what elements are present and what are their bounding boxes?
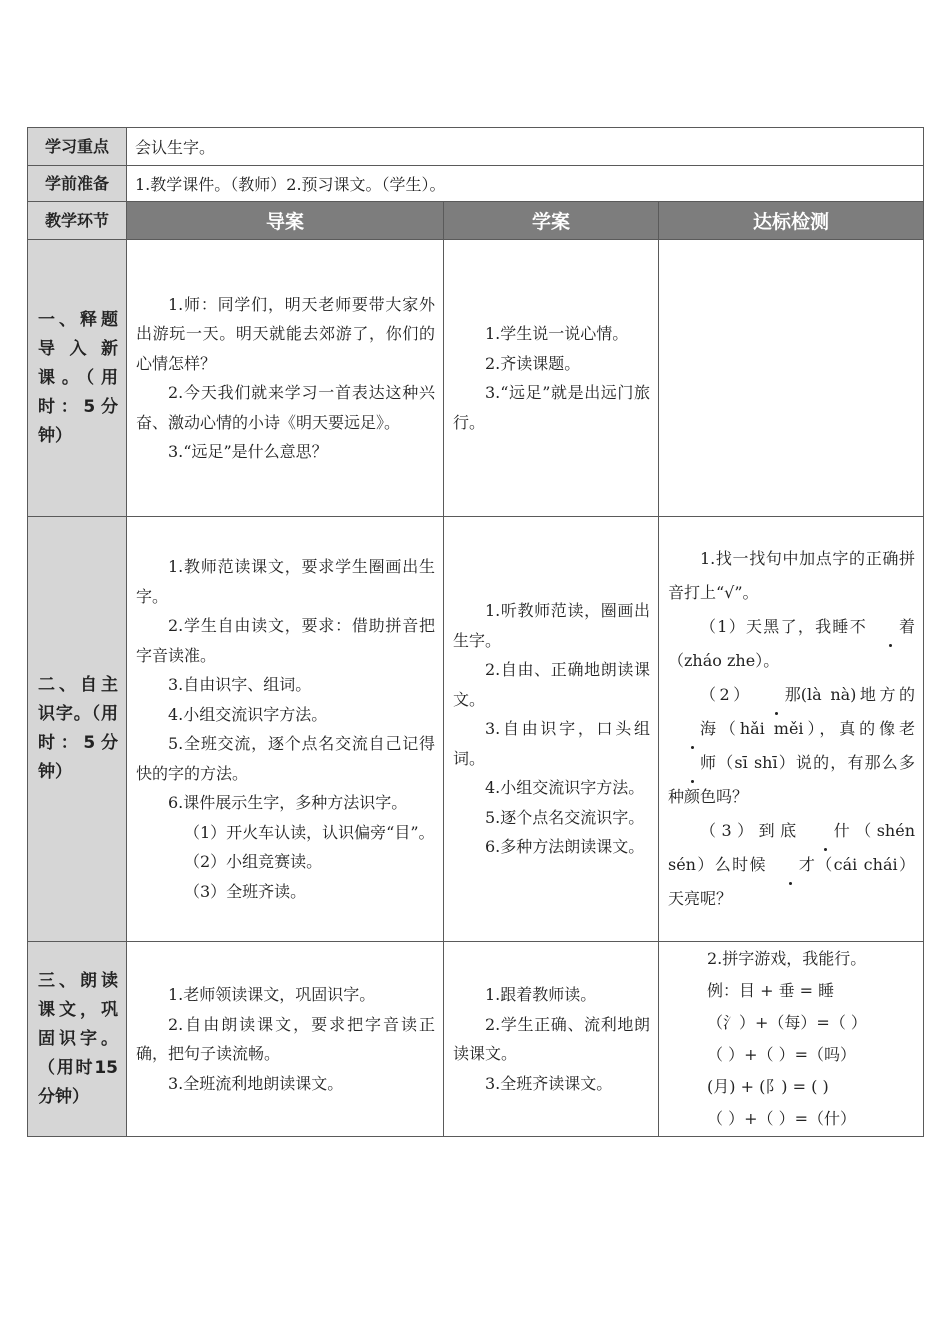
q1-text: （1）天黑了，我睡不 bbox=[700, 617, 867, 636]
header-study: 学案 bbox=[444, 202, 659, 240]
stage1-label: 一、释题导入新课。（用时：5分钟） bbox=[28, 240, 127, 517]
stage2-guide-item: 4.小组交流识字方法。 bbox=[168, 704, 328, 724]
stage2-study-item: 6.多种方法朗读课文。 bbox=[485, 837, 645, 857]
stage3-guide bbox=[127, 942, 444, 1137]
dotted-char: 师 bbox=[668, 746, 716, 780]
stage2-study-item: 4.小组交流识字方法。 bbox=[485, 778, 645, 798]
stage2-guide bbox=[127, 517, 444, 942]
q2-pinyin: (là nà)地方的 bbox=[800, 685, 915, 704]
stage1-guide-item: 1.师：同学们，明天老师要带大家外出游玩一天。明天就能去郊游了，你们的心情怎样？ bbox=[136, 294, 435, 373]
stage3-label: 三、朗读课文，巩固识字。（用时15分钟） bbox=[28, 942, 127, 1137]
dotted-char: 才 bbox=[767, 848, 815, 882]
q2-pinyin: （sī shī）说的，有那么多种颜色吗？ bbox=[668, 753, 915, 806]
stage1-study-item: 2.齐读课题。 bbox=[485, 353, 581, 373]
game-item: （ ）+（ ）=（什） bbox=[707, 1109, 856, 1128]
stage2-study-item: 3.自由识字，口头组词。 bbox=[453, 719, 650, 768]
q3-pinyin: （cái chái）天亮呢？ bbox=[668, 855, 915, 908]
stage2-guide-item: （2）小组竞赛读。 bbox=[184, 852, 323, 871]
stage2-row bbox=[28, 517, 924, 942]
game-item: 例：目 + 垂 = 睡 bbox=[707, 981, 835, 1000]
dotted-char: 什 bbox=[802, 814, 850, 848]
focus-row bbox=[28, 128, 924, 166]
q2-text: （2） bbox=[700, 685, 753, 704]
stage1-guide-item: 3.“远足”是什么意思？ bbox=[168, 442, 328, 461]
check-question-3 bbox=[668, 814, 915, 916]
game-item: (月) + (阝) = ( ) bbox=[707, 1077, 829, 1096]
stage2-guide-item: 2.学生自由读文，要求：借助拼音把字音读准。 bbox=[136, 616, 435, 665]
stage3-study-item: 1.跟着教师读。 bbox=[485, 985, 597, 1004]
stage2-guide-item: 3.自由识字、组词。 bbox=[168, 675, 312, 694]
header-row bbox=[28, 202, 924, 240]
stage3-study-item: 2.学生正确、流利地朗读课文。 bbox=[453, 1014, 650, 1063]
prep-label: 学前准备 bbox=[28, 166, 127, 202]
focus-label: 学习重点 bbox=[28, 128, 127, 166]
stage2-guide-item: （1）开火车认读，认识偏旁“目”。 bbox=[184, 822, 435, 842]
header-stage: 教学环节 bbox=[28, 202, 127, 240]
stage1-study bbox=[444, 240, 659, 517]
stage1-check bbox=[659, 240, 924, 517]
stage2-study-item: 1.听教师范读，圈画出生字。 bbox=[453, 601, 650, 650]
stage2-guide-item: 1.教师范读课文，要求学生圈画出生字。 bbox=[136, 557, 435, 606]
game-item: （氵）+（每）=（ ） bbox=[707, 1013, 867, 1032]
stage2-study-item: 2.自由、正确地朗读课文。 bbox=[453, 660, 650, 709]
prep-row bbox=[28, 166, 924, 202]
dotted-char: 着 bbox=[867, 610, 915, 644]
stage2-check bbox=[659, 517, 924, 942]
stage2-guide-item: 5.全班交流，逐个点名交流自己记得快的字的方法。 bbox=[136, 734, 435, 783]
check-question-2 bbox=[668, 678, 915, 814]
header-check: 达标检测 bbox=[659, 202, 924, 240]
stage3-guide-item: 2.自由朗读课文，要求把字音读正确，把句子读流畅。 bbox=[136, 1014, 435, 1063]
stage1-row bbox=[28, 240, 924, 517]
stage1-guide bbox=[127, 240, 444, 517]
stage2-study-item: 5.逐个点名交流识字。 bbox=[485, 807, 645, 827]
stage3-check bbox=[659, 942, 924, 1137]
dotted-char: 那 bbox=[753, 678, 801, 712]
lesson-plan-table bbox=[27, 127, 924, 1137]
stage1-study-item: 3.“远足”就是出远门旅行。 bbox=[453, 383, 650, 432]
dotted-char: 海 bbox=[668, 712, 716, 746]
stage2-label: 二、自主识字。（用时：5分钟） bbox=[28, 517, 127, 942]
stage2-guide-item: 6.课件展示生字，多种方法识字。 bbox=[168, 793, 408, 812]
q1-pinyin: （zháo zhe）。 bbox=[668, 651, 780, 670]
game-item: （ ）+（ ）=（吗） bbox=[707, 1045, 856, 1064]
header-guide: 导案 bbox=[127, 202, 444, 240]
stage3-guide-item: 1.老师领读课文，巩固识字。 bbox=[168, 985, 376, 1004]
stage3-study bbox=[444, 942, 659, 1137]
stage1-guide-item: 2.今天我们就来学习一首表达这种兴奋、激动心情的小诗《明天要远足》。 bbox=[136, 383, 435, 432]
stage2-guide-item: （3）全班齐读。 bbox=[184, 881, 307, 901]
focus-value: 会认生字。 bbox=[127, 128, 924, 166]
stage3-row bbox=[28, 942, 924, 1137]
check-question-1 bbox=[668, 610, 915, 678]
stage3-study-item: 3.全班齐读课文。 bbox=[485, 1073, 613, 1093]
game-item: 2.拼字游戏，我能行。 bbox=[707, 949, 867, 968]
q3-text: （3）到底 bbox=[700, 821, 802, 840]
stage2-study bbox=[444, 517, 659, 942]
q3-pinyin: （shén sén）么时候 bbox=[668, 821, 915, 874]
stage1-study-item: 1.学生说一说心情。 bbox=[485, 324, 629, 343]
prep-value: 1.教学课件。（教师）2.预习课文。（学生）。 bbox=[127, 166, 924, 202]
check-intro: 1.找一找句中加点字的正确拼音打上“√”。 bbox=[668, 549, 915, 602]
q2-pinyin: （hǎi měi），真的像老 bbox=[716, 719, 915, 738]
stage3-guide-item: 3.全班流利地朗读课文。 bbox=[168, 1073, 344, 1093]
